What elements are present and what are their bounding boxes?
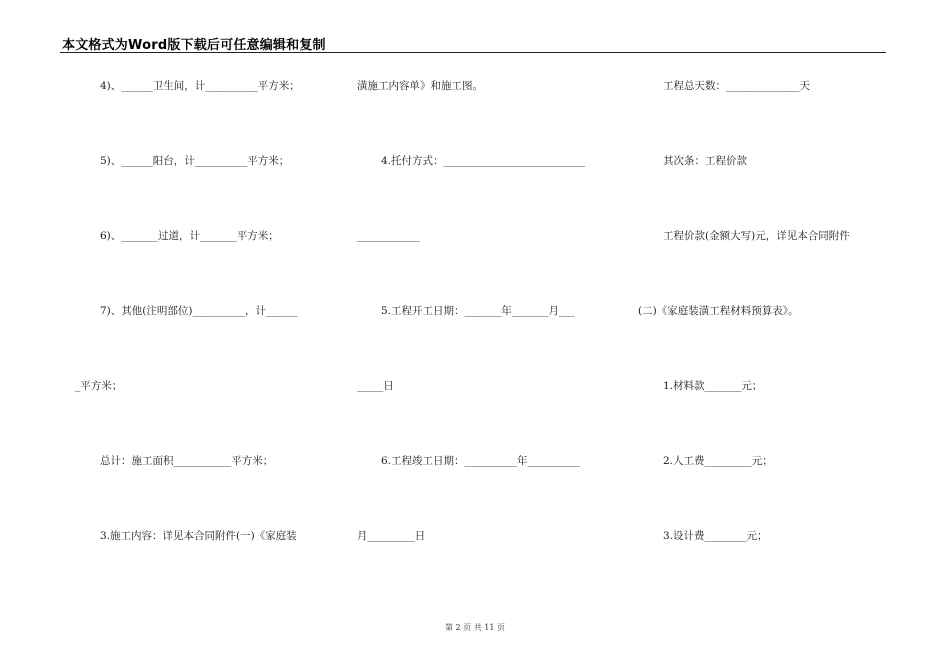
- text-line-left-7: 3.施工内容：详见本合同附件(一)《家庭装: [100, 530, 297, 542]
- page-header-title: 本文格式为Word版下载后可任意编辑和复制: [62, 38, 326, 53]
- text-line-right-4: (二)《家庭装潢工程材料预算表》。: [638, 305, 799, 317]
- text-line-left-1: 4)、______卫生间，计__________平方米；: [100, 80, 300, 92]
- text-line-middle-4: 5.工程开工日期：_______年_______月___: [381, 305, 575, 317]
- text-line-left-3: 6)、_______过道，计_______平方米；: [100, 230, 279, 242]
- header-divider: [60, 52, 886, 53]
- text-line-left-6: 总计：施工面积___________平方米；: [100, 455, 274, 467]
- text-line-right-2: 其次条：工程价款: [663, 155, 747, 167]
- text-line-middle-3: ____________: [357, 230, 420, 242]
- text-line-left-5: _平方米；: [75, 380, 123, 392]
- text-line-right-7: 3.设计费________元；: [663, 530, 768, 542]
- text-line-middle-1: 潢施工内容单》和施工图。: [357, 80, 483, 92]
- page-number-footer: 第 2 页 共 11 页: [445, 623, 505, 632]
- text-line-right-1: 工程总天数：______________天: [663, 80, 810, 92]
- text-line-middle-2: 4.托付方式：___________________________: [381, 155, 586, 167]
- text-line-right-6: 2.人工费_________元；: [663, 455, 773, 467]
- text-line-right-3: 工程价款(金额大写)元，详见本合同附件: [663, 230, 850, 242]
- text-line-left-2: 5)、______阳台，计__________平方米；: [100, 155, 290, 167]
- text-line-right-5: 1.材料款_______元；: [663, 380, 763, 392]
- text-line-left-4: 7)、其他(注明部位)__________，计______: [100, 305, 298, 317]
- text-line-middle-6: 6.工程竣工日期：__________年__________: [381, 455, 581, 467]
- text-line-middle-5: _____日: [357, 380, 394, 392]
- text-line-middle-7: 月_________日: [357, 530, 426, 542]
